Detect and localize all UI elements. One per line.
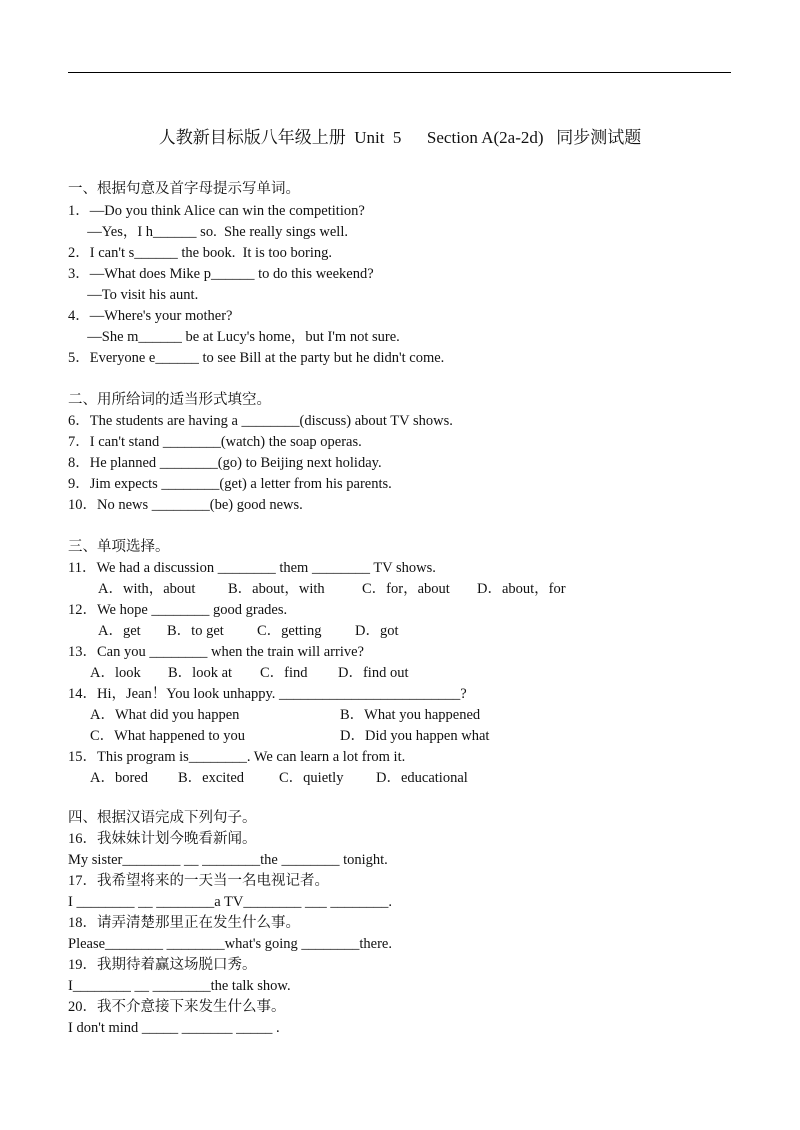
option-b: B．excited	[178, 770, 245, 786]
answer-line: I don't mind _____ _______ _____ .	[68, 1020, 280, 1036]
option-a: A．get	[98, 623, 141, 639]
option-c: C．getting	[257, 623, 322, 639]
question-line: 9．Jim expects ________(get) a letter from his parents.	[68, 476, 392, 492]
option-d: D．educational	[376, 770, 468, 786]
option-c: C．quietly	[279, 770, 344, 786]
option-a: A．bored	[90, 770, 148, 786]
question-prompt: 16．我妹妹计划今晚看新闻。	[68, 831, 257, 847]
option-d: D．got	[355, 623, 399, 639]
answer-line: I ________ __ ________a TV________ ___ ________.	[68, 894, 392, 910]
section-heading: 三、单项选择。	[68, 539, 170, 555]
option-d: D．Did you happen what	[340, 728, 490, 744]
option-a: A．What did you happen	[90, 707, 240, 723]
question-stem: 15．This program is________. We can learn a lot from it.	[68, 749, 406, 765]
option-a: A．look	[90, 665, 141, 681]
question-prompt: 17．我希望将来的一天当一名电视记者。	[68, 873, 329, 889]
question-line: 8．He planned ________(go) to Beijing next holiday.	[68, 455, 382, 471]
section-heading: 一、根据句意及首字母提示写单词。	[68, 181, 300, 197]
option-c: C．find	[260, 665, 308, 681]
question-line: 1．—Do you think Alice can win the competition?	[68, 203, 365, 219]
answer-line: My sister________ __ ________the ________ tonight.	[68, 852, 388, 868]
question-prompt: 20．我不介意接下来发生什么事。	[68, 999, 286, 1015]
option-c: C．What happened to you	[90, 728, 246, 744]
question-line: 2．I can't s______ the book. It is too boring.	[68, 245, 332, 261]
question-stem: 11．We had a discussion ________ them ________ TV shows.	[68, 560, 436, 576]
question-stem: 14．Hi，Jean！You look unhappy. _________________________?	[68, 686, 467, 702]
option-b: B．to get	[167, 623, 224, 639]
page-title: 人教新目标版八年级上册 Unit 5 Section A(2a-2d) 同步测试题	[158, 128, 642, 147]
option-c: C．for，about	[362, 581, 450, 597]
question-line: —Yes，I h______ so. She really sings well.	[80, 224, 348, 240]
question-line: 7．I can't stand ________(watch) the soap operas.	[68, 434, 362, 450]
question-line: 5．Everyone e______ to see Bill at the party but he didn't come.	[68, 350, 445, 366]
answer-line: Please________ ________what's going ________there.	[68, 936, 392, 952]
question-prompt: 19．我期待着赢这场脱口秀。	[68, 957, 257, 973]
question-stem: 13．Can you ________ when the train will arrive?	[68, 644, 364, 660]
question-line: 4．—Where's your mother?	[68, 308, 233, 324]
option-b: B．about，with	[228, 581, 325, 597]
question-prompt: 18．请弄清楚那里正在发生什么事。	[68, 915, 300, 931]
question-line: 6．The students are having a ________(discuss) about TV shows.	[68, 413, 453, 429]
option-a: A．with，about	[98, 581, 196, 597]
question-line: —She m______ be at Lucy's home，but I'm not sure.	[80, 329, 400, 345]
option-d: D．find out	[338, 665, 409, 681]
option-b: B．What you happened	[340, 707, 481, 723]
question-line: 10．No news ________(be) good news.	[68, 497, 303, 513]
question-stem: 12．We hope ________ good grades.	[68, 602, 288, 618]
question-line: —To visit his aunt.	[80, 287, 199, 303]
question-line: 3．—What does Mike p______ to do this weekend?	[68, 266, 374, 282]
option-b: B．look at	[168, 665, 233, 681]
answer-line: I________ __ ________the talk show.	[68, 978, 291, 994]
section-heading: 四、根据汉语完成下列句子。	[68, 810, 257, 826]
option-d: D．about，for	[477, 581, 566, 597]
section-heading: 二、用所给词的适当形式填空。	[68, 392, 271, 408]
header-rule	[68, 72, 731, 73]
